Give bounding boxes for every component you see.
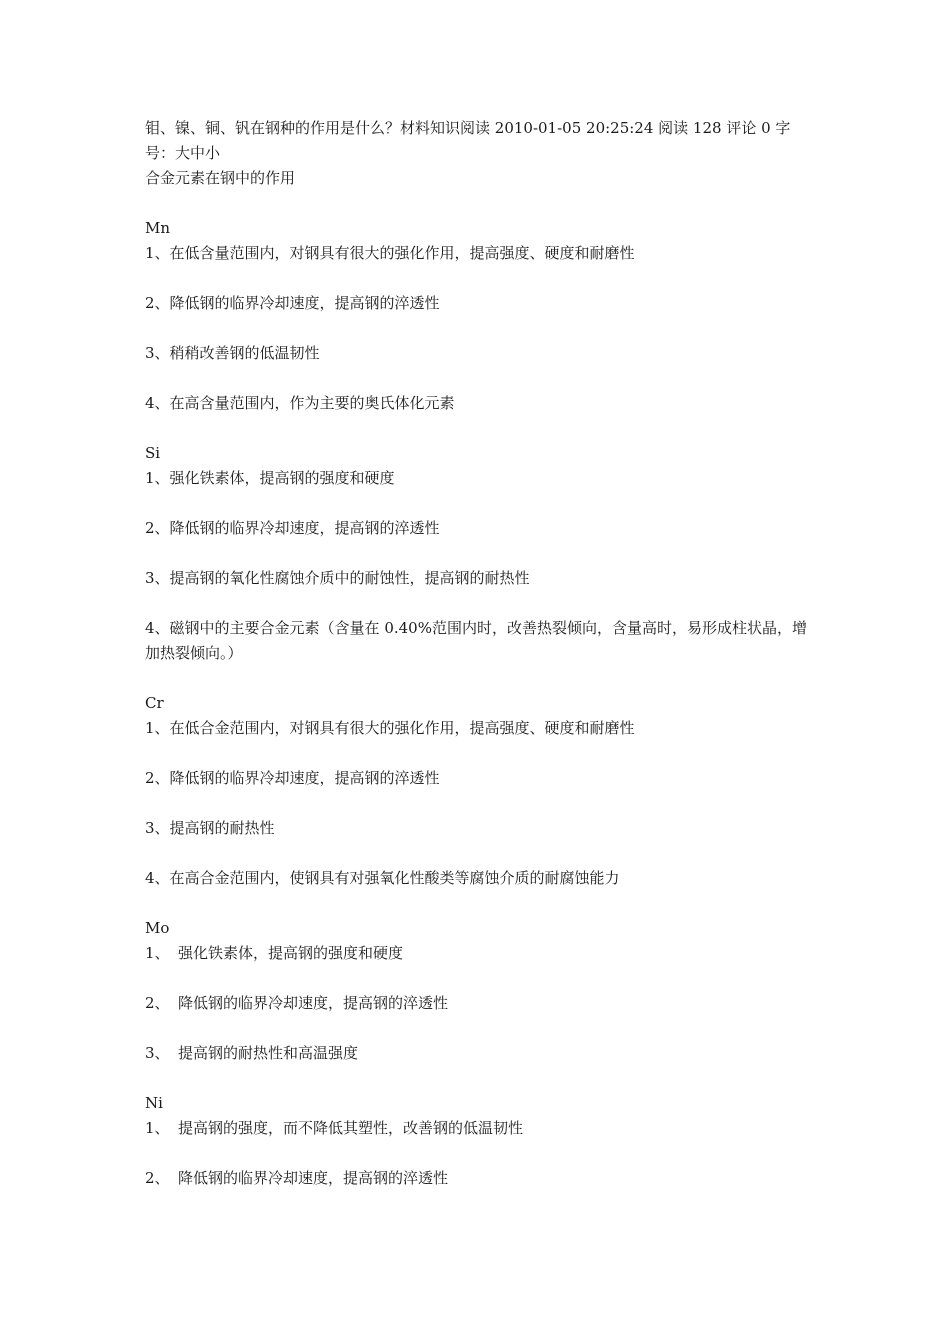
list-item-number: 2、 bbox=[145, 994, 170, 1012]
list-item: 1、在低含量范围内，对钢具有很大的强化作用，提高强度、硬度和耐磨性 bbox=[145, 244, 635, 262]
list-item-number: 3、 bbox=[145, 1044, 170, 1062]
section-title-cr: Cr bbox=[145, 694, 164, 712]
list-item-text: 强化铁素体，提高钢的强度和硬度 bbox=[178, 944, 404, 962]
list-item: 2、降低钢的临界冷却速度，提高钢的淬透性 bbox=[145, 294, 440, 312]
list-item bbox=[145, 1116, 810, 1141]
list-item: 3、提高钢的耐热性 bbox=[145, 819, 275, 837]
list-item: 1、强化铁素体，提高钢的强度和硬度 bbox=[145, 469, 395, 487]
list-item-text: 降低钢的临界冷却速度，提高钢的淬透性 bbox=[178, 1169, 449, 1187]
list-item: 4、在高合金范围内，使钢具有对强氧化性酸类等腐蚀介质的耐腐蚀能力 bbox=[145, 869, 620, 887]
list-item bbox=[145, 941, 810, 966]
list-item: 3、提高钢的氧化性腐蚀介质中的耐蚀性，提高钢的耐热性 bbox=[145, 569, 530, 587]
list-item bbox=[145, 1166, 810, 1191]
section-title-mn: Mn bbox=[145, 219, 171, 237]
list-item-number: 1、 bbox=[145, 1119, 170, 1137]
list-item-number: 1、 bbox=[145, 944, 170, 962]
article-subtitle: 合金元素在钢中的作用 bbox=[145, 169, 296, 187]
section-title-ni: Ni bbox=[145, 1094, 163, 1112]
section-title-si: Si bbox=[145, 444, 161, 462]
list-item: 4、在高含量范围内，作为主要的奥氏体化元素 bbox=[145, 394, 455, 412]
list-item: 1、在低合金范围内，对钢具有很大的强化作用，提高强度、硬度和耐磨性 bbox=[145, 719, 635, 737]
list-item bbox=[145, 991, 810, 1016]
list-item-text: 提高钢的强度，而不降低其塑性，改善钢的低温韧性 bbox=[178, 1119, 524, 1137]
section-title-mo: Mo bbox=[145, 919, 170, 937]
list-item: 2、降低钢的临界冷却速度，提高钢的淬透性 bbox=[145, 769, 440, 787]
list-item: 3、稍稍改善钢的低温韧性 bbox=[145, 344, 320, 362]
list-item: 2、降低钢的临界冷却速度，提高钢的淬透性 bbox=[145, 519, 440, 537]
article-header-line-2: 号：大中小 bbox=[145, 144, 221, 162]
list-item bbox=[145, 1041, 810, 1066]
list-item-text: 提高钢的耐热性和高温强度 bbox=[178, 1044, 359, 1062]
article-header-line-1: 钼、镍、铜、钒在钢种的作用是什么？材料知识阅读 2010-01-05 20:25:24 阅读 128 评论 0 字 bbox=[145, 119, 791, 137]
list-item-number: 2、 bbox=[145, 1169, 170, 1187]
list-item: 4、磁钢中的主要合金元素（含量在 0.40%范围内时，改善热裂倾向，含量高时，易形成柱状晶，增加热裂倾向。） bbox=[145, 619, 807, 662]
list-item-text: 降低钢的临界冷却速度，提高钢的淬透性 bbox=[178, 994, 449, 1012]
document-page bbox=[145, 116, 810, 1191]
